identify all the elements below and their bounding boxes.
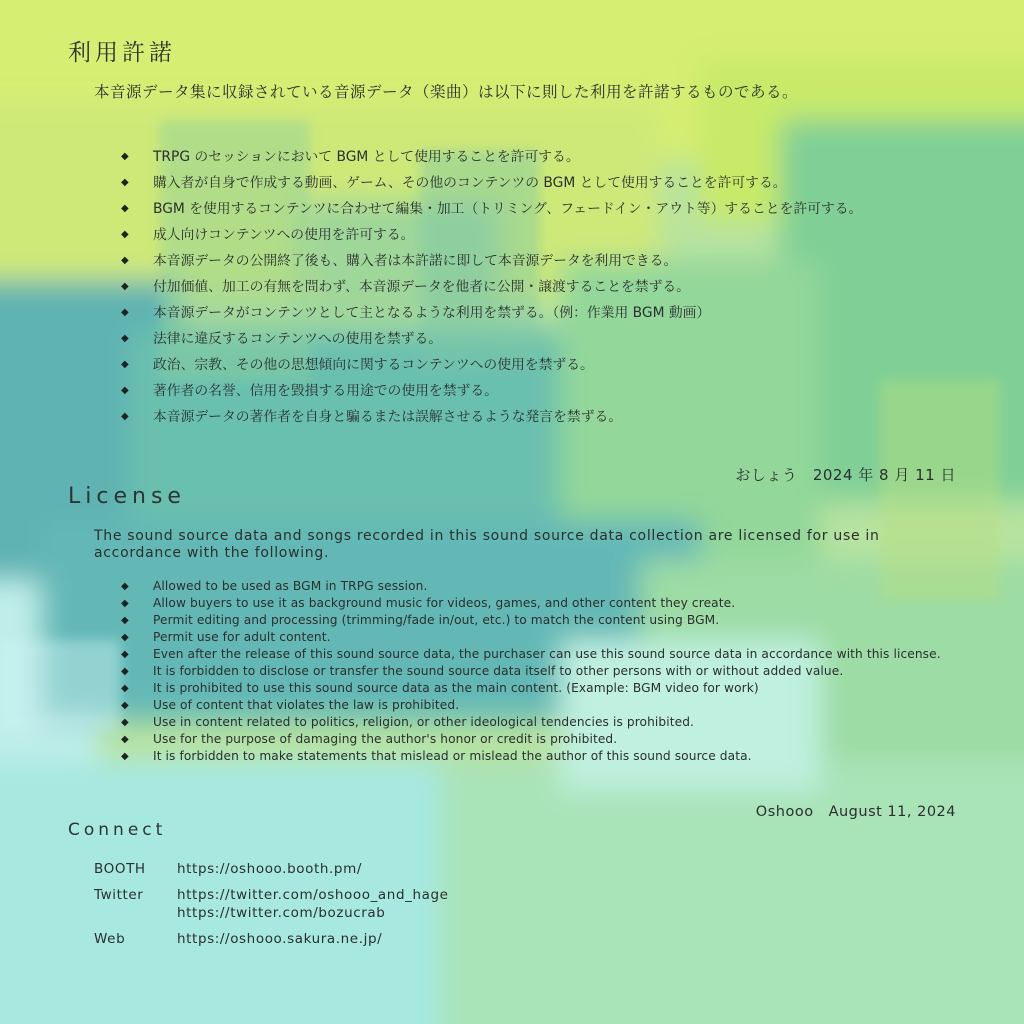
japanese-intro: 本音源データ集に収録されている音源データ（楽曲）は以下に則した利用を許諾するものである。 <box>94 83 799 101</box>
license-term-item: ◆ Use of content that violates the law is prohibited. <box>118 697 958 714</box>
license-term-item: ◆ Use in content related to politics, religion, or other ideological tendencies is prohibited. <box>118 714 958 731</box>
connect-label: Web <box>94 931 126 947</box>
connect-links <box>94 860 449 956</box>
license-term-item: ◆ It is forbidden to disclose or transfer the sound source data itself to other persons with or without added value. <box>118 663 958 680</box>
connect-row-booth <box>94 860 449 878</box>
license-term-item: ◆ It is prohibited to use this sound source data as the main content. (Example: BGM video for work) <box>118 680 958 697</box>
japanese-term-item: ◆ 本音源データの公開終了後も、購入者は本許諾に即して本音源データを利用できる。 <box>118 250 998 276</box>
connect-title: Connect <box>68 820 167 840</box>
connect-url-link[interactable]: https://oshooo.booth.pm/ <box>177 861 362 877</box>
japanese-term-item: ◆ 本音源データがコンテンツとして主となるような利用を禁ずる。（例：作業用 BGM 動画） <box>118 302 998 328</box>
connect-url-link[interactable]: https://oshooo.sakura.ne.jp/ <box>177 931 383 947</box>
connect-url-link[interactable]: https://twitter.com/oshooo_and_hage <box>177 887 449 903</box>
japanese-terms-list <box>118 146 998 432</box>
japanese-term-item: ◆ 成人向けコンテンツへの使用を許可する。 <box>118 224 998 250</box>
connect-row-web <box>94 930 449 948</box>
license-term-item: ◆ Allowed to be used as BGM in TRPG session. <box>118 578 958 595</box>
license-title: License <box>68 484 186 509</box>
connect-row-twitter <box>94 886 449 922</box>
japanese-term-item: ◆ 著作者の名誉、信用を毀損する用途での使用を禁ずる。 <box>118 380 998 406</box>
license-terms-list <box>118 578 958 765</box>
japanese-title: 利用許諾 <box>68 40 176 66</box>
license-term-item: ◆ Permit use for adult content. <box>118 629 958 646</box>
license-term-item: ◆ It is forbidden to make statements that mislead or mislead the author of this sound source data. <box>118 748 958 765</box>
license-term-item: ◆ Use for the purpose of damaging the author's honor or credit is prohibited. <box>118 731 958 748</box>
connect-url-link[interactable]: https://twitter.com/bozucrab <box>177 905 386 921</box>
japanese-term-item: ◆ 購入者が自身で作成する動画、ゲーム、その他のコンテンツの BGM として使用することを許可する。 <box>118 172 998 198</box>
japanese-term-item: ◆ 付加価値、加工の有無を問わず、本音源データを他者に公開・譲渡することを禁ずる。 <box>118 276 998 302</box>
japanese-term-item: ◆ 法律に違反するコンテンツへの使用を禁ずる。 <box>118 328 998 354</box>
license-signature: Oshooo August 11, 2024 <box>755 804 956 820</box>
license-term-item: ◆ Even after the release of this sound source data, the purchaser can use this sound source data in accordance with this license. <box>118 646 958 663</box>
license-term-item: ◆ Permit editing and processing (trimming/fade in/out, etc.) to match the content using BGM. <box>118 612 958 629</box>
japanese-signature: おしょう 2024 年 8 月 11 日 <box>735 466 956 484</box>
japanese-term-item: ◆ BGM を使用するコンテンツに合わせて編集・加工（トリミング、フェードイン・アウト等）することを許可する。 <box>118 198 998 224</box>
japanese-term-item: ◆ TRPG のセッションにおいて BGM として使用することを許可する。 <box>118 146 998 172</box>
connect-label: Twitter <box>94 887 144 903</box>
license-intro: The sound source data and songs recorded in this sound source data collection are licensed for use in accordance with the following. <box>94 528 880 561</box>
connect-label: BOOTH <box>94 861 146 877</box>
license-term-item: ◆ Allow buyers to use it as background music for videos, games, and other content they create. <box>118 595 958 612</box>
japanese-term-item: ◆ 政治、宗教、その他の思想傾向に関するコンテンツへの使用を禁ずる。 <box>118 354 998 380</box>
japanese-term-item: ◆ 本音源データの著作者を自身と騙るまたは誤解させるような発言を禁ずる。 <box>118 406 998 432</box>
